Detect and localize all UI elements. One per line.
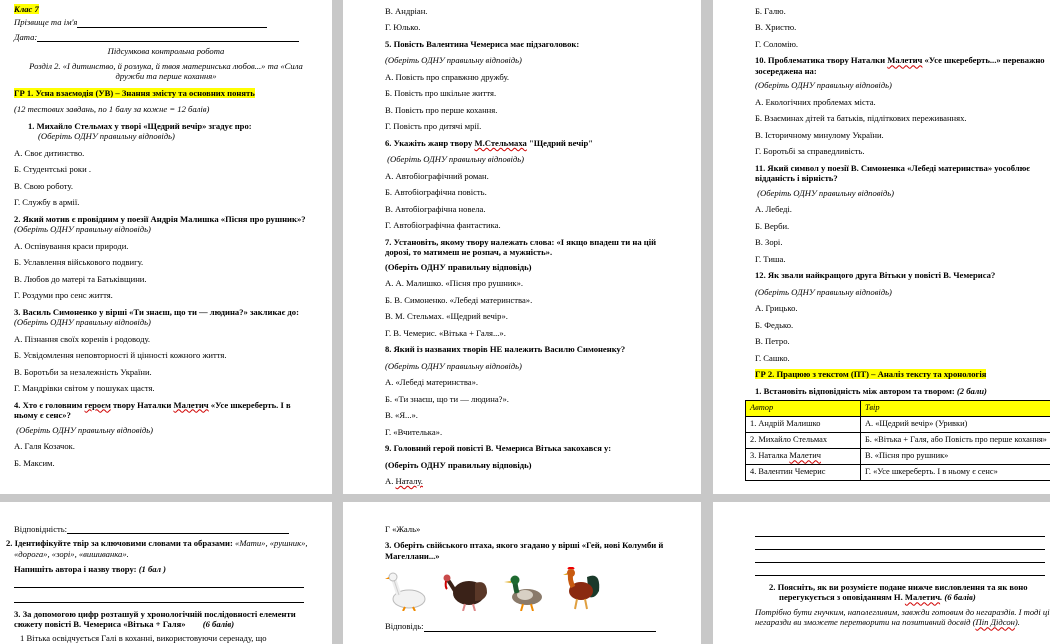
table-header-row xyxy=(746,401,1050,417)
question-10-line-2: зосереджена на: xyxy=(755,65,817,76)
q6-option[interactable]: В. Автобіографічна новела. xyxy=(385,203,486,214)
answer-line[interactable] xyxy=(755,554,1045,563)
q7-option[interactable]: А. А. Малишко. «Пісня про рушник». xyxy=(385,278,524,289)
q3-option[interactable]: Г. Мандрівки світом у пошуках щастя. xyxy=(14,383,155,394)
table-row xyxy=(746,449,1050,465)
task-2-explain-line-2: перегукується з оповіданням Н. Малетич. (6 балів) xyxy=(779,592,976,603)
duck-icon[interactable] xyxy=(503,571,545,611)
table-cell: Б. «Вітька + Галя, або Повість про перше кохання» xyxy=(861,433,1050,449)
question-4-instruction: (Оберіть ОДНУ правильну відповідь) xyxy=(16,424,154,435)
question-8: 8. Який із названих творів НЕ належить Василю Симоненку? xyxy=(385,344,626,355)
q2-option[interactable]: Б. Уславлення військового подвигу. xyxy=(14,257,144,268)
table-cell: 3. Наталка Малетич xyxy=(746,449,861,465)
q1-option[interactable]: А. Своє дитинство. xyxy=(14,147,85,158)
q2-option[interactable]: А. Оспівування краси природи. xyxy=(14,240,129,251)
task-2-explain: 2. Поясніть, як ви розумієте подане нижче висловлення та як воно xyxy=(769,582,1028,592)
matching-table xyxy=(745,400,1050,481)
question-7: 7. Установіть, якому твору належать слова: «І якщо впадеш ти на цій xyxy=(385,236,657,247)
q2-option[interactable]: В. Любов до матері та Батьківщини. xyxy=(14,273,147,284)
rooster-icon[interactable] xyxy=(559,567,603,611)
question-12: 12. Як звали найкращого друга Вітьки у повісті В. Чемериса? xyxy=(755,270,996,281)
q9-option[interactable]: В. Христю. xyxy=(755,22,797,33)
task-3: 3. За допомогою цифр розташуй у хронологічній послідовності елементи xyxy=(14,608,296,619)
question-5: 5. Повість Валентина Чемериса має підзаголовок: xyxy=(385,38,580,49)
goose-icon[interactable] xyxy=(385,571,427,611)
q6-option[interactable]: Б. Автобіографічна повість. xyxy=(385,187,487,198)
q1-option[interactable]: В. Свою роботу. xyxy=(14,180,74,191)
question-2-instruction: (Оберіть ОДНУ правильну відповідь) xyxy=(14,224,151,235)
quote-line-2: негаразди ви зможете перетворити на позитивний досвід (Піп Дідсон). xyxy=(755,617,1020,628)
quote-line-1: Потрібно бути гнучким, наполегливим, завжди готовим до негараздів. І тоді ці xyxy=(755,606,1050,617)
group-1-heading: ГР 1. Усна взаємодія (УВ) – Знання змісту та основних понять xyxy=(14,87,255,98)
table-header-work: Твір xyxy=(861,401,1050,417)
table-cell: В. «Пісня про рушник» xyxy=(861,449,1050,465)
q12-option[interactable]: Б. Федько. xyxy=(755,319,794,330)
q5-option[interactable]: А. Повість про справжню дружбу. xyxy=(385,71,510,82)
q11-option[interactable]: А. Лебеді. xyxy=(755,204,792,215)
page-2 xyxy=(343,0,701,494)
answer-line[interactable] xyxy=(14,577,304,588)
q10-option[interactable]: А. Екологічних проблемах міста. xyxy=(755,96,876,107)
question-3-instruction: (Оберіть ОДНУ правильну відповідь) xyxy=(14,317,151,328)
q3-option[interactable]: А. Пізнання своїх коренів і родоводу. xyxy=(14,333,151,344)
question-11-instruction: (Оберіть ОДНУ правильну відповідь) xyxy=(757,187,895,198)
turkey-icon[interactable] xyxy=(441,571,489,611)
table-cell: 2. Михайло Стельмах xyxy=(746,433,861,449)
q12-option[interactable]: Г. Сашко. xyxy=(755,352,790,363)
question-4-line-2: ньому є сенс»? xyxy=(14,410,71,421)
q2-option[interactable]: Г. Роздуми про сенс життя. xyxy=(14,290,113,301)
q10-option[interactable]: Б. Взаєминах дітей та батьків, підліткових переживаннях. xyxy=(755,113,967,124)
group-2-heading: ГР 2. Працюю з текстом (ПТ) – Аналіз тексту та хронологія xyxy=(755,369,987,380)
name-field[interactable]: Прізвище та ім'я xyxy=(14,17,318,27)
q4-option[interactable]: Г. Юлько. xyxy=(385,22,421,33)
birds-row xyxy=(385,567,683,611)
q6-option[interactable]: А. Автобіографічний роман. xyxy=(385,170,489,181)
q11-option[interactable]: В. Зорі. xyxy=(755,237,783,248)
q7-option[interactable]: Б. В. Симоненко. «Лебеді материнства». xyxy=(385,294,533,305)
question-10-instruction: (Оберіть ОДНУ правильну відповідь) xyxy=(755,80,892,91)
question-bird: 3. Оберіть свійського птаха, якого згадано у вірші «Гей, нові Колумби й xyxy=(385,540,664,551)
class-label: Клас 7 xyxy=(14,4,39,14)
answer-line[interactable] xyxy=(755,541,1045,550)
q11-option[interactable]: Г. Тиша. xyxy=(755,253,786,264)
tests-note: (12 тестових завдань, по 1 балу за кожне = 12 балів) xyxy=(14,104,210,115)
question-3: 3. Василь Симоненко у вірші «Ти знаєш, що ти — людина?» закликає до: xyxy=(14,306,299,317)
question-10: 10. Проблематика твору Наталки Малетич «Усе шкереберть...» переважно xyxy=(755,55,1045,66)
q5-option[interactable]: Б. Повість про шкільне життя. xyxy=(385,88,497,99)
table-cell: 1. Андрій Малишко xyxy=(746,417,861,433)
document-title: Підсумкова контрольна робота xyxy=(107,46,225,57)
question-7-line-2: дорозі, то матимеш не розпач, а мужність». xyxy=(385,247,553,258)
date-field[interactable]: Дата: xyxy=(14,32,318,42)
q7-option[interactable]: Г. В. Чемерис. «Вітька + Галя...». xyxy=(385,327,506,338)
question-9-instruction: (Оберіть ОДНУ правильну відповідь) xyxy=(385,459,532,470)
table-header-author: Автор xyxy=(746,401,861,417)
q3-option[interactable]: Б. Усвідомлення неповторності й цінності кожного життя. xyxy=(14,350,227,361)
answer-line[interactable] xyxy=(755,567,1045,576)
question-8-instruction: (Оберіть ОДНУ правильну відповідь) xyxy=(385,360,522,371)
q4-option[interactable]: В. Андріан. xyxy=(385,6,428,16)
task-3-item: 1 Вітька освідчується Галі в коханні, використовуючи серенаду, що xyxy=(20,632,267,643)
section-line-2: дружби та перше кохання» xyxy=(115,71,217,82)
task-3-line-2: сюжету повісті В. Чемериса «Вітька + Галя» (6 балів) xyxy=(14,619,235,630)
q3-option[interactable]: В. Боротьби за незалежність України. xyxy=(14,366,152,377)
question-1: 1. Михайло Стельмах у творі «Щедрий вечір» згадує про: xyxy=(28,120,252,131)
question-bird-line-2: Магеллани...» xyxy=(385,550,440,561)
q10-option[interactable]: В. Історичному минулому України. xyxy=(755,129,884,140)
q8-option[interactable]: Б. «Ти знаєш, що ти — людина?». xyxy=(385,393,509,404)
q8-option[interactable]: Г. «Вчителька». xyxy=(385,426,443,437)
q11-option[interactable]: Б. Верби. xyxy=(755,220,790,231)
q7-option[interactable]: В. М. Стельмах. «Щедрий вечір». xyxy=(385,311,508,322)
page-3 xyxy=(713,0,1050,494)
question-6: 6. Укажіть жанр твору М.Стельмаха "Щедрий вечір" xyxy=(385,137,594,148)
q9-option[interactable]: Г. Соломію. xyxy=(755,38,799,49)
page-5 xyxy=(343,502,701,644)
page-6 xyxy=(713,502,1050,644)
answer-line[interactable] xyxy=(755,528,1045,537)
question-6-instruction: (Оберіть ОДНУ правильну відповідь) xyxy=(387,154,525,165)
q8-option[interactable]: А. «Лебеді материнства». xyxy=(385,377,479,388)
task-2-line-2: «дорога», «зорі», «вишиванка». xyxy=(14,548,129,559)
table-cell: 4. Валентин Чемерис xyxy=(746,465,861,481)
question-7-instruction: (Оберіть ОДНУ правильну відповідь) xyxy=(385,261,532,272)
task-1: 1. Встановіть відповідність між автором та твором: (2 бали) xyxy=(755,385,987,396)
q5-option[interactable]: Г. Повість про дитячі мрії. xyxy=(385,121,482,132)
page-4 xyxy=(0,502,332,644)
question-9: 9. Головний герой повісті В. Чемериса Вітька закохався у: xyxy=(385,443,612,454)
q4-option[interactable]: А. Галя Козачок. xyxy=(14,441,75,452)
table-row xyxy=(746,465,1050,481)
answer-line[interactable] xyxy=(14,592,304,603)
section-line-1: Розділ 2. «І дитинство, й розлука, й твоя материнська любов...» та «Сила xyxy=(29,60,303,71)
task-2: 2. Ідентифікуйте твір за ключовими словами та образами: «Мати», «рушник», xyxy=(6,538,308,549)
bird-answer-field[interactable]: Відповідь: xyxy=(385,621,683,631)
question-11: 11. Який символ у поезії В. Симоненка «Лебеді материнства» уособлює xyxy=(755,162,1030,173)
question-4: 4. Хто є головним героєм твору Наталки Малетич «Усе шкереберть. І в xyxy=(14,399,291,410)
table-cell: А. «Щедрий вечір» (Уривки) xyxy=(861,417,1050,433)
q10-option[interactable]: Г. Боротьбі за справедливість. xyxy=(755,146,865,157)
page-1 xyxy=(0,0,332,494)
q6-option[interactable]: Г. Автобіографічна фантастика. xyxy=(385,220,501,231)
answer-field[interactable]: Відповідність: xyxy=(14,524,318,534)
question-11-line-2: відданість і вірність? xyxy=(755,173,838,184)
q12-option[interactable]: В. Петро. xyxy=(755,336,790,347)
q4-option[interactable]: Б. Максим. xyxy=(14,457,55,468)
table-cell: Г. «Усе шкереберть. І в ньому є сенс» xyxy=(861,465,1050,481)
q9-option[interactable]: Б. Галю. xyxy=(755,6,786,16)
q9-option[interactable]: А. Наталу. xyxy=(385,476,423,487)
question-2: 2. Який мотив є провідним у поезії Андрія Малишка «Пісня про рушник»? xyxy=(14,213,306,224)
question-5-instruction: (Оберіть ОДНУ правильну відповідь) xyxy=(385,55,522,66)
question-1-instruction: (Оберіть ОДНУ правильну відповідь) xyxy=(38,131,175,142)
table-row xyxy=(746,417,1050,433)
q1-option[interactable]: Г. Службу в армії. xyxy=(14,197,80,208)
q8-option[interactable]: В. «Я...». xyxy=(385,410,418,421)
option-g[interactable]: Г «Жаль» xyxy=(385,524,421,534)
q5-option[interactable]: В. Повість про перше кохання. xyxy=(385,104,498,115)
question-12-instruction: (Оберіть ОДНУ правильну відповідь) xyxy=(755,286,892,297)
q12-option[interactable]: А. Грицько. xyxy=(755,303,798,314)
table-row xyxy=(746,433,1050,449)
q1-option[interactable]: Б. Студентські роки . xyxy=(14,164,92,175)
task-2-prompt: Напишіть автора і назву твору: (1 бал ) xyxy=(14,564,167,575)
